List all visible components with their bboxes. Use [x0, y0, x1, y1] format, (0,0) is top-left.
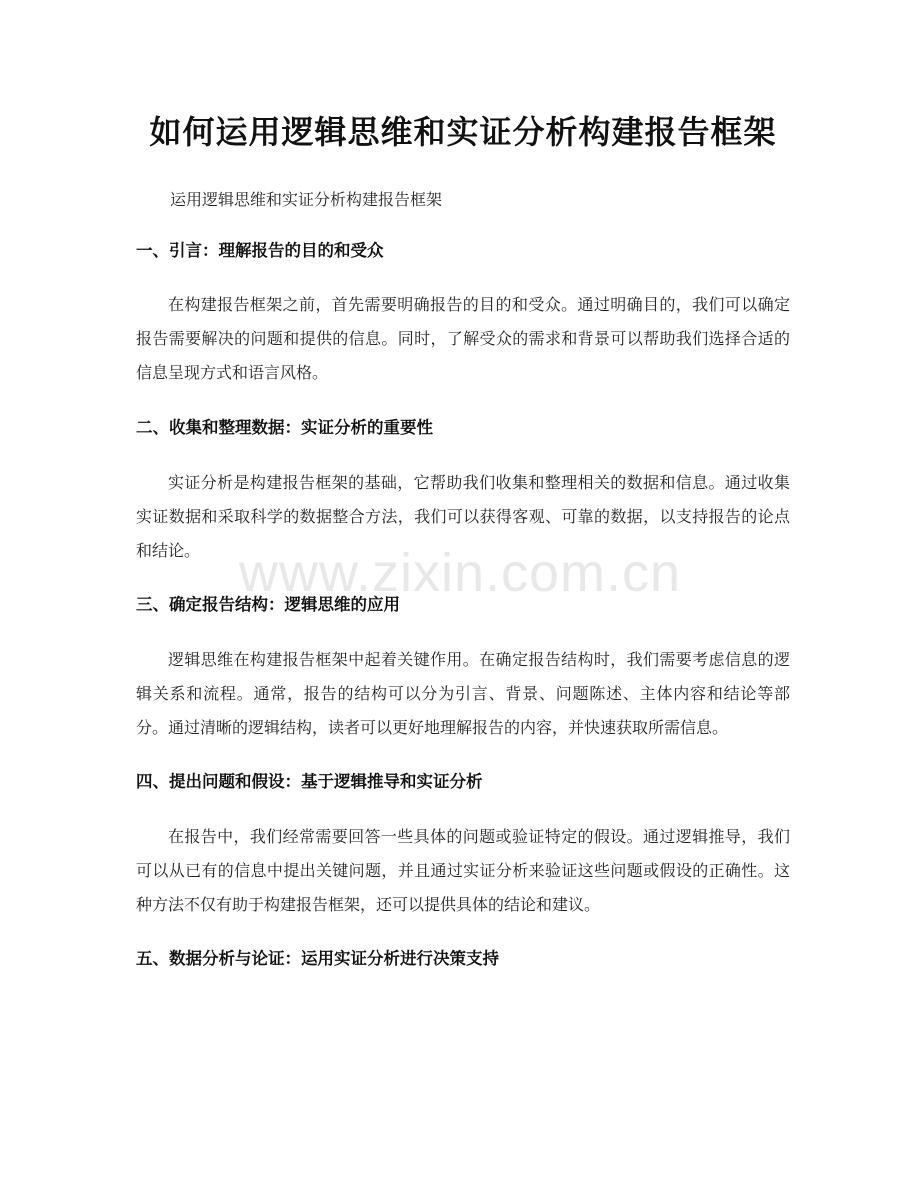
section-heading-2: 二、收集和整理数据：实证分析的重要性: [136, 418, 433, 437]
section-heading-1: 一、引言：理解报告的目的和受众: [136, 241, 384, 260]
document-title: 如何运用逻辑思维和实证分析构建报告框架: [149, 113, 777, 151]
section-paragraph-4: 在报告中，我们经常需要回答一些具体的问题或验证特定的假设。通过逻辑推导，我们可以从已有的信息中提出关键问题，并且通过实证分析来验证这些问题或假设的正确性。这种方法不仅有助于构建报告框架，还可以提供具体的结论和建议。: [136, 827, 790, 914]
document-subtitle: 运用逻辑思维和实证分析构建报告框架: [170, 190, 443, 209]
section-paragraph-1: 在构建报告框架之前，首先需要明确报告的目的和受众。通过明确目的，我们可以确定报告需要解决的问题和提供的信息。同时，了解受众的需求和背景可以帮助我们选择合适的信息呈现方式和语言风格。: [136, 295, 790, 382]
section-heading-4: 四、提出问题和假设：基于逻辑推导和实证分析: [136, 772, 483, 791]
section-paragraph-3: 逻辑思维在构建报告框架中起着关键作用。在确定报告结构时，我们需要考虑信息的逻辑关系和流程。通常，报告的结构可以分为引言、背景、问题陈述、主体内容和结论等部分。通过清晰的逻辑结构，读者可以更好地理解报告的内容，并快速获取所需信息。: [136, 650, 790, 737]
section-heading-5: 五、数据分析与论证：运用实证分析进行决策支持: [136, 949, 499, 968]
watermark: www.zixin.com.cn: [238, 543, 682, 603]
section-heading-3: 三、确定报告结构：逻辑思维的应用: [136, 595, 400, 614]
section-paragraph-2: 实证分析是构建报告框架的基础，它帮助我们收集和整理相关的数据和信息。通过收集实证数据和采取科学的数据整合方法，我们可以获得客观、可靠的数据，以支持报告的论点和结论。: [136, 473, 790, 560]
